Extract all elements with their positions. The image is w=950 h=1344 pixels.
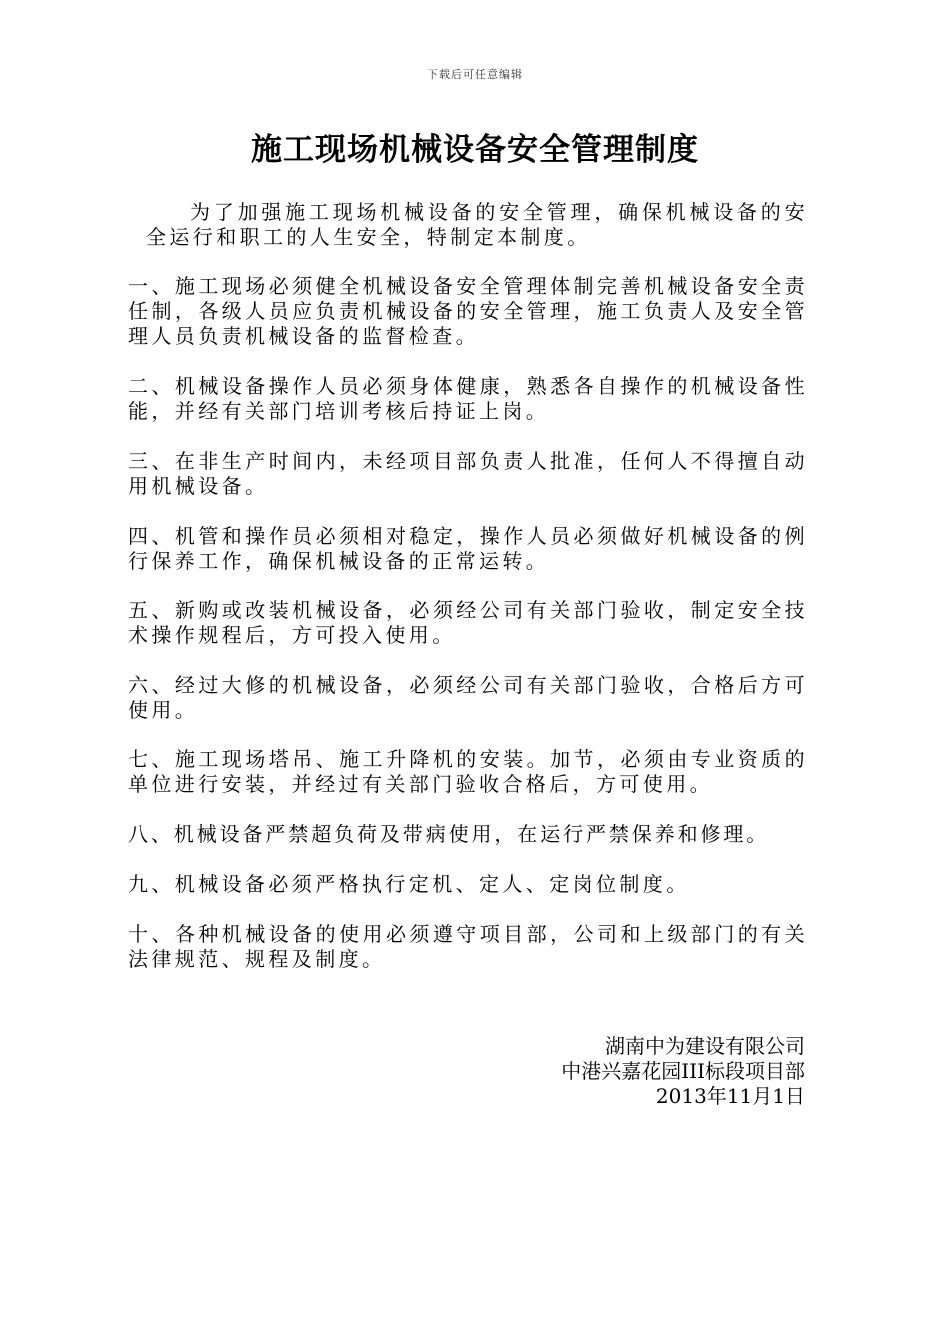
intro-paragraph: 为了加强施工现场机械设备的安全管理，确保机械设备的安全运行和职工的人生安全，特制定本制度。 <box>146 200 808 249</box>
clause-10: 十、各种机械设备的使用必须遵守项目部，公司和上级部门的有关法律规范、规程及制度。 <box>128 922 808 971</box>
header-note: 下载后可任意编辑 <box>427 68 523 81</box>
signature-project: 中港兴嘉花园III标段项目部 <box>561 1059 805 1083</box>
clause-6: 六、经过大修的机械设备，必须经公司有关部门验收，合格后方可使用。 <box>128 673 808 722</box>
signature-date: 2013年11月1日 <box>655 1084 805 1108</box>
signature-company: 湖南中为建设有限公司 <box>605 1034 805 1058</box>
clause-1: 一、施工现场必须健全机械设备安全管理体制完善机械设备安全责 任制，各级人员应负责机械设备的安全管理，施工负责人及安全管理人员负责机械设备的监督检查。 <box>128 274 832 348</box>
clause-7: 七、施工现场塔吊、施工升降机的安装。加节，必须由专业资质的单位进行安装，并经过有关部门验收合格后，方可使用。 <box>128 747 808 796</box>
clause-2: 二、机械设备操作人员必须身体健康，熟悉各自操作的机械设备性能，并经有关部门培训考核后持证上岗。 <box>128 374 808 423</box>
clause-8: 八、机械设备严禁超负荷及带病使用，在运行严禁保养和修理。 <box>128 822 770 846</box>
document-title: 施工现场机械设备安全管理制度 <box>251 132 699 168</box>
clause-9: 九、机械设备必须严格执行定机、定人、定岗位制度。 <box>128 872 690 896</box>
clause-3: 三、在非生产时间内，未经项目部负责人批准，任何人不得擅自动用机械设备。 <box>128 449 808 498</box>
signature-block <box>561 1034 805 1109</box>
clause-4: 四、机管和操作员必须相对稳定，操作人员必须做好机械设备的例行保养工作，确保机械设备的正常运转。 <box>128 524 808 573</box>
clause-5: 五、新购或改装机械设备，必须经公司有关部门验收，制定安全技术操作规程后，方可投入使用。 <box>128 598 808 647</box>
